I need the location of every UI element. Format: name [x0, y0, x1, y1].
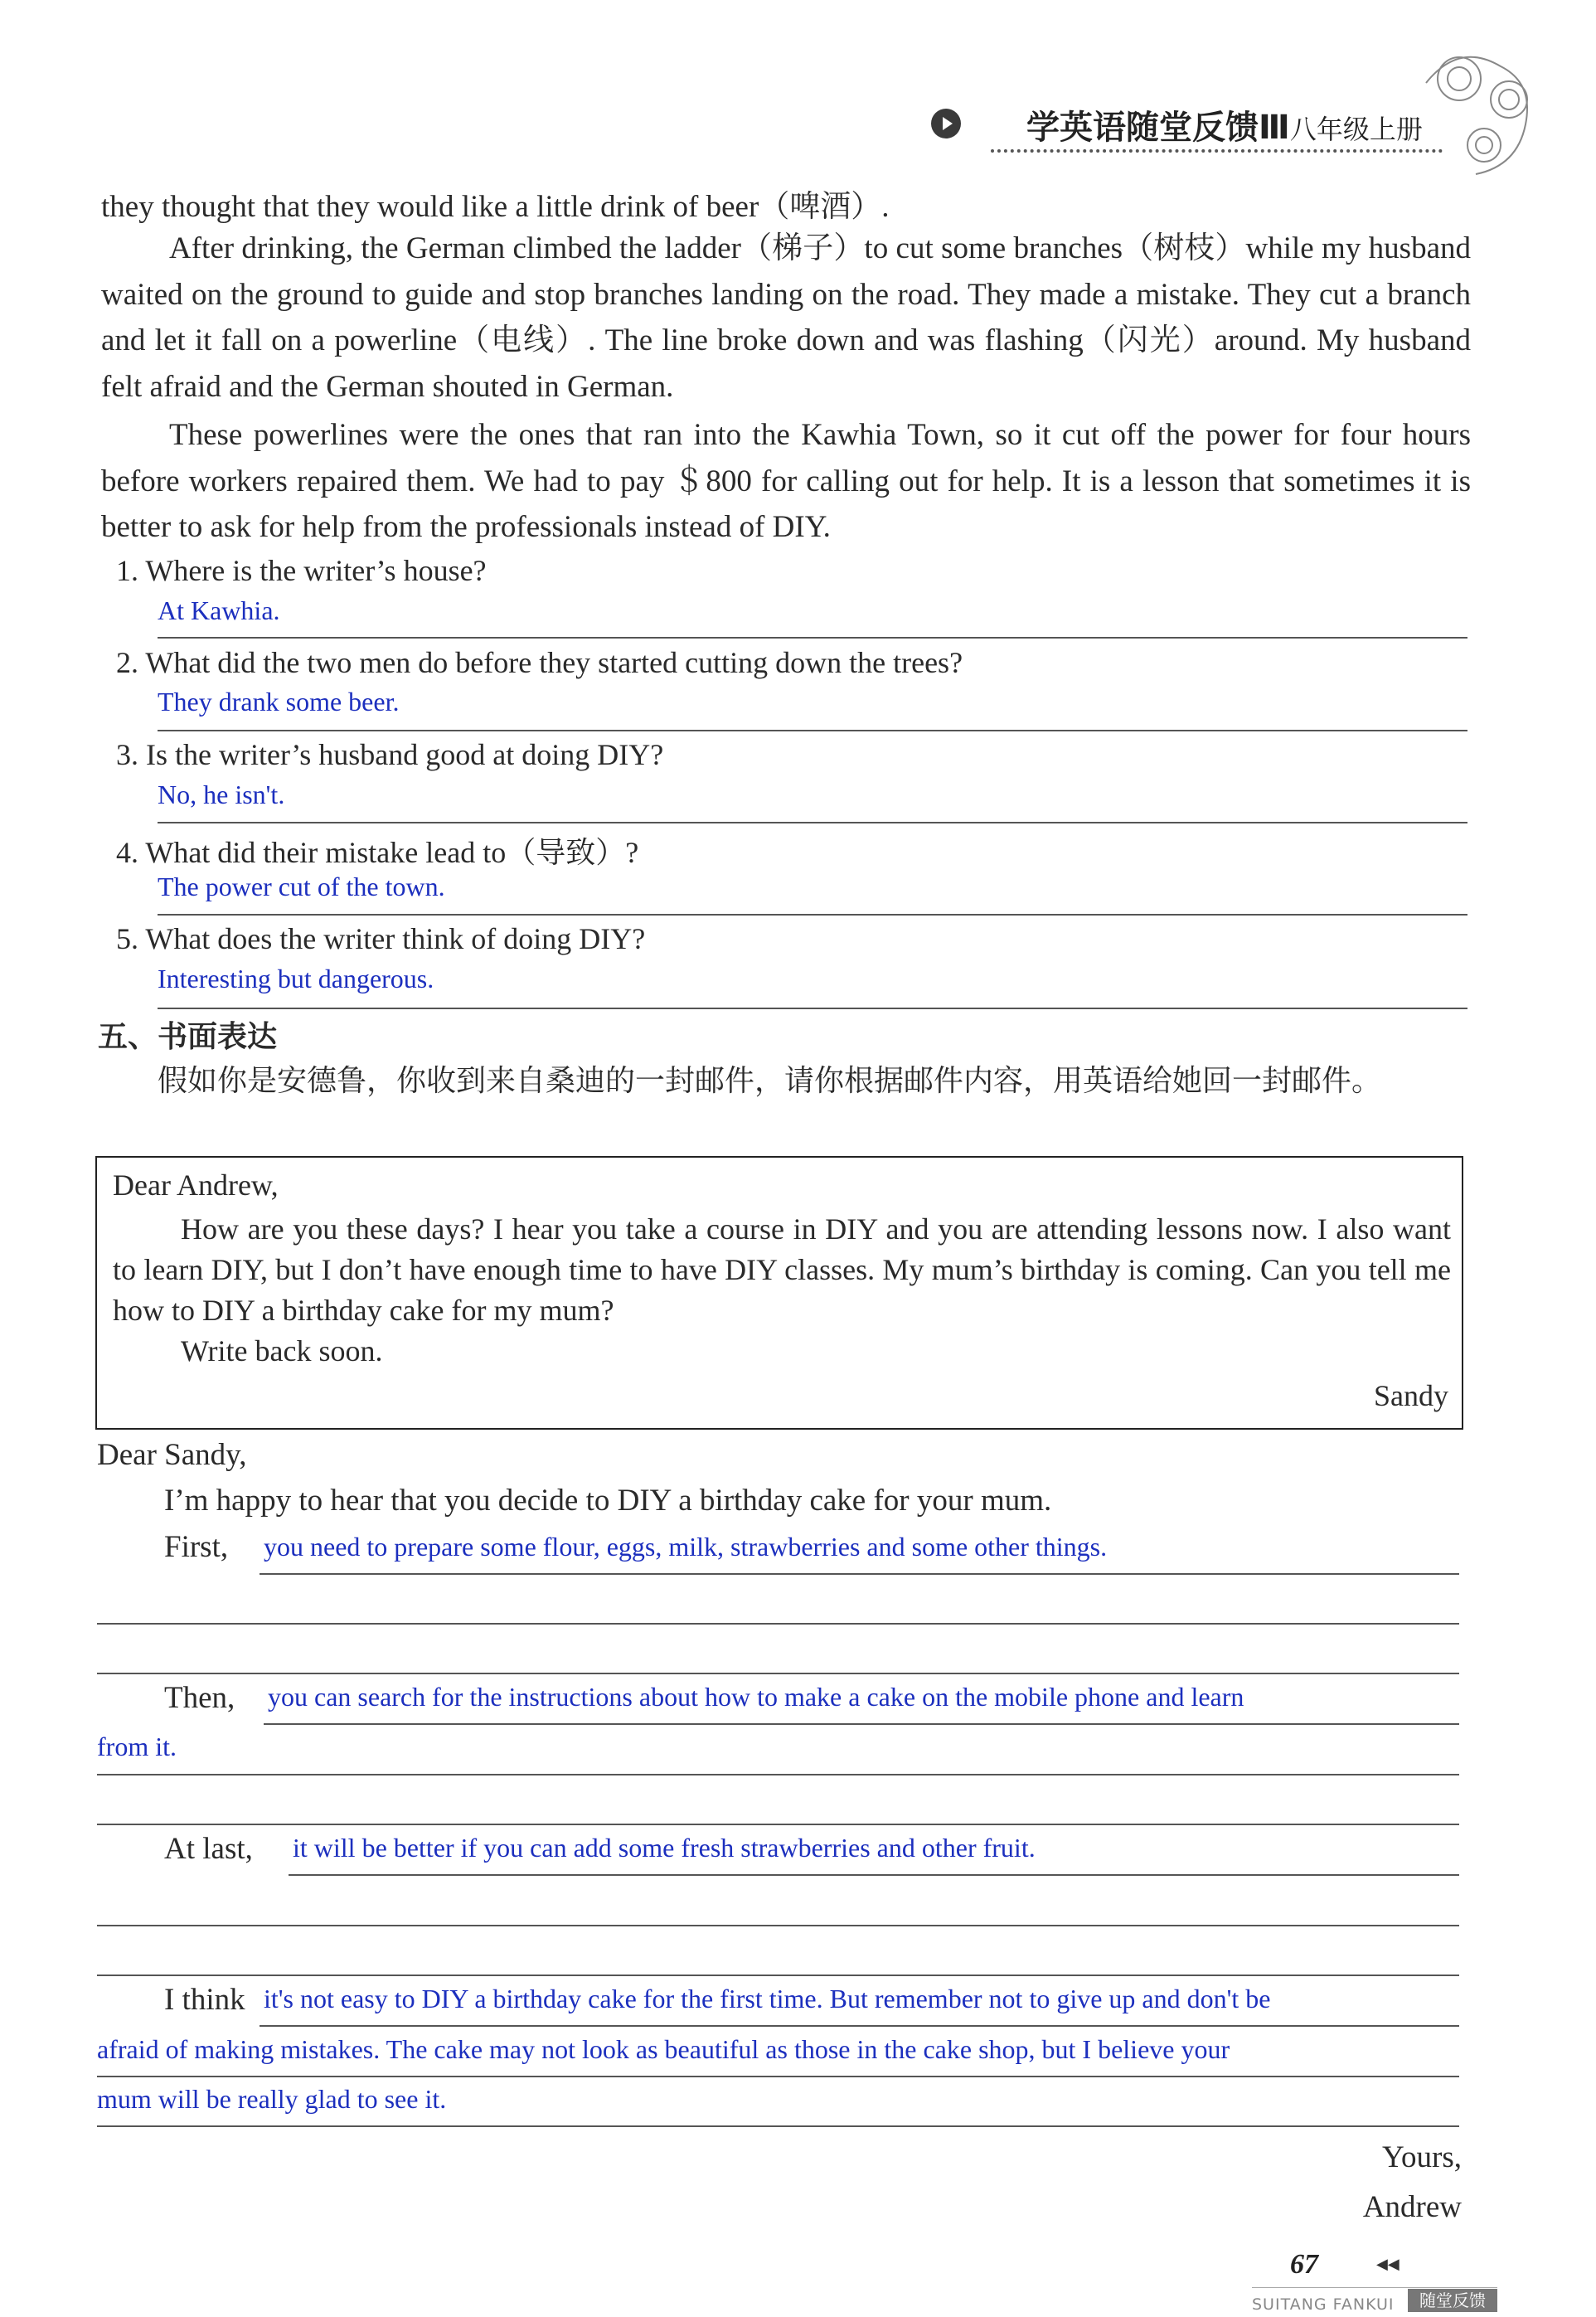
last-line-2 [97, 1925, 1459, 1926]
answer-5: Interesting but dangerous. [158, 964, 434, 993]
footer-rule [1252, 2287, 1497, 2288]
think-answer-1: it's not easy to DIY a birthday cake for the first time. But remember not to give up and don't be [264, 1984, 1271, 2013]
answer-5-line [158, 1008, 1467, 1009]
answer-3-line [158, 822, 1467, 823]
question-3: 3. Is the writer’s husband good at doing DIY? [116, 738, 664, 771]
page-arrow-icon: ◀◀ [1376, 2256, 1400, 2273]
then-answer-1: you can search for the instructions about how to make a cake on the mobile phone and learn [268, 1682, 1244, 1712]
last-line-3 [97, 1975, 1459, 1976]
then-answer-2: from it. [97, 1732, 177, 1761]
think-line-2 [97, 2076, 1459, 2077]
last-line-1 [289, 1874, 1459, 1876]
first-answer: you need to prepare some flour, eggs, milk, strawberries and some other things. [264, 1532, 1108, 1562]
reply-greeting: Dear Sandy, [97, 1438, 247, 1472]
question-1: 1. Where is the writer’s house? [116, 554, 487, 587]
reply-closing: Yours, [1382, 2140, 1462, 2174]
series-title: 学英语随堂反馈Ⅲ八年级上册 [1026, 109, 1423, 147]
think-answer-2: afraid of making mistakes. The cake may not look as beautiful as those in the cake shop, but I believe your [97, 2034, 1230, 2064]
reply-opening: I’m happy to hear that you decide to DIY a birthday cake for your mum. [164, 1484, 1052, 1518]
last-answer: it will be better if you can add some fresh strawberries and other fruit. [293, 1833, 1036, 1863]
answer-2: They drank some beer. [158, 687, 400, 716]
think-label: I think [164, 1983, 245, 2017]
passage-paragraph-3: These powerlines were the ones that ran into the Kawhia Town, so it cut off the power for four hours before workers repaired them. We had to pay ＄800 for calling out for help. It is a lesson that sometimes it is better to ask for help from the professionals instead of DIY. [101, 418, 1471, 544]
flower-decoration-icon [1409, 33, 1550, 199]
think-line-3 [97, 2125, 1459, 2127]
answer-4-line [158, 914, 1467, 916]
question-5: 5. What does the writer think of doing DIY? [116, 922, 646, 955]
last-label: At last, [164, 1832, 253, 1866]
answer-3: No, he isn't. [158, 780, 285, 809]
then-line-1 [264, 1723, 1459, 1725]
question-4: 4. What did their mistake lead to（导致）? [116, 836, 639, 869]
page-number: 67 [1290, 2249, 1318, 2280]
then-label: Then, [164, 1681, 235, 1715]
section-title: 五、书面表达 [98, 1020, 278, 1054]
answer-1-line [158, 637, 1467, 639]
play-icon [931, 109, 961, 138]
email-closing: Write back soon. [181, 1334, 383, 1367]
email-body: How are you these days? I hear you take a course in DIY and you are attending lessons now. I also want to learn DIY, but I don’t have enough time to have DIY classes. My mum’s birthday is coming. Can you tell me how to DIY a birthday cake for my mum? [113, 1212, 1451, 1327]
writing-instruction: 假如你是安德鲁，你收到来自桑迪的一封邮件，请你根据邮件内容，用英语给她回一封邮件。 [158, 1064, 1382, 1098]
answer-1: At Kawhia. [158, 595, 280, 625]
then-line-3 [97, 1824, 1459, 1825]
then-line-2 [97, 1774, 1459, 1775]
footer-tag: 随堂反馈 [1408, 2289, 1497, 2312]
think-answer-3: mum will be really glad to see it. [97, 2084, 447, 2114]
first-line-2 [97, 1623, 1459, 1625]
think-line-1 [260, 2025, 1459, 2027]
first-line-1 [260, 1573, 1459, 1575]
email-signature: Sandy [1374, 1379, 1448, 1412]
passage-paragraph-2: After drinking, the German climbed the ladder（梯子）to cut some branches（树枝）while my husband waited on the ground to guide and stop branches landing on the road. They made a mistake. They cut a branch and let it fall on a powerline（电线）. The line broke down and was flashing（闪光）around. My husband felt afraid and the German shouted in German. [101, 231, 1471, 404]
first-label: First, [164, 1530, 229, 1564]
answer-4: The power cut of the town. [158, 872, 445, 901]
first-line-3 [97, 1673, 1459, 1674]
email-greeting: Dear Andrew, [113, 1168, 279, 1202]
question-2: 2. What did the two men do before they started cutting down the trees? [116, 646, 963, 679]
answer-2-line [158, 730, 1467, 731]
header-dotted-rule [991, 149, 1443, 153]
footer-tag-pinyin: SUITANG FANKUI [1252, 2295, 1395, 2314]
reply-signature: Andrew [1362, 2190, 1462, 2224]
passage-line-1: they thought that they would like a little drink of beer（啤酒）. [101, 190, 890, 224]
